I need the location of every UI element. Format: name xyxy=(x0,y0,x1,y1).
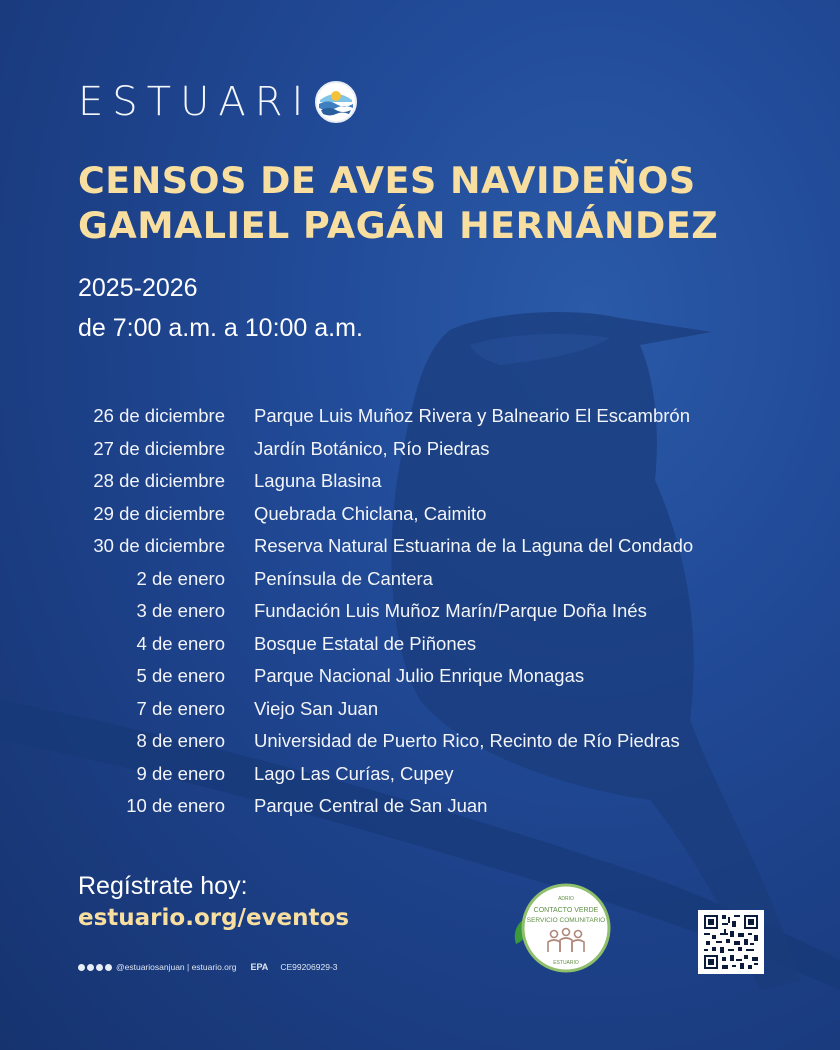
list-item xyxy=(78,530,778,563)
badge-bottom: ESTUARIO xyxy=(553,960,579,966)
footer-code: CE99206929-3 xyxy=(280,962,338,972)
schedule-date: 7 de enero xyxy=(136,697,225,719)
footer-handles: @estuariosanjuan | estuario.org xyxy=(116,962,237,972)
schedule-date: 8 de enero xyxy=(136,730,225,752)
schedule-place: Fundación Luis Muñoz Marín/Parque Doña Inés xyxy=(254,600,647,622)
season-years: 2025-2026 xyxy=(78,274,198,302)
list-item xyxy=(78,790,778,823)
contacto-verde-badge xyxy=(510,882,614,974)
schedule-date: 5 de enero xyxy=(136,665,225,687)
badge-top: ADRIO xyxy=(558,896,574,902)
schedule-date: 3 de enero xyxy=(136,600,225,622)
list-item xyxy=(78,498,778,531)
registration-cta xyxy=(78,870,349,934)
list-item xyxy=(78,563,778,596)
event-season xyxy=(78,268,363,348)
list-item xyxy=(78,725,778,758)
list-item xyxy=(78,400,778,433)
schedule-place: Reserva Natural Estuarina de la Laguna del Condado xyxy=(254,535,694,557)
schedule-place: Quebrada Chiclana, Caimito xyxy=(254,502,487,524)
season-hours: de 7:00 a.m. a 10:00 a.m. xyxy=(78,314,363,342)
qr-code-icon[interactable] xyxy=(698,910,764,974)
estuary-logo-icon xyxy=(314,80,358,124)
schedule-date: 30 de diciembre xyxy=(93,535,225,557)
schedule-place: Bosque Estatal de Piñones xyxy=(254,632,477,654)
list-item xyxy=(78,758,778,791)
list-item xyxy=(78,693,778,726)
epa-logo: EPA xyxy=(250,962,269,972)
title-line-2: GAMALIEL PAGÁN HERNÁNDEZ xyxy=(78,204,719,247)
schedule-date: 2 de enero xyxy=(136,567,225,589)
brand-logo xyxy=(78,78,358,126)
schedule-date: 27 de diciembre xyxy=(93,437,225,459)
brand-name: ESTUARI xyxy=(78,79,313,125)
list-item xyxy=(78,465,778,498)
schedule-list xyxy=(78,400,778,823)
list-item xyxy=(78,660,778,693)
event-title xyxy=(78,158,778,248)
schedule-date: 10 de enero xyxy=(126,795,225,817)
youtube-icon[interactable] xyxy=(105,964,112,971)
schedule-place: Parque Central de San Juan xyxy=(254,795,488,817)
list-item xyxy=(78,433,778,466)
schedule-date: 4 de enero xyxy=(136,632,225,654)
schedule-place: Viejo San Juan xyxy=(254,697,379,719)
cta-label: Regístrate hoy: xyxy=(78,872,248,900)
list-item xyxy=(78,595,778,628)
schedule-place: Península de Cantera xyxy=(254,567,433,589)
schedule-date: 26 de diciembre xyxy=(93,405,225,427)
footer xyxy=(78,960,338,974)
social-icons xyxy=(78,964,112,971)
schedule-date: 9 de enero xyxy=(136,762,225,784)
schedule-place: Lago Las Curías, Cupey xyxy=(254,762,454,784)
schedule-place: Parque Luis Muñoz Rivera y Balneario El Escambrón xyxy=(254,405,690,427)
schedule-place: Jardín Botánico, Río Piedras xyxy=(254,437,490,459)
schedule-date: 29 de diciembre xyxy=(93,502,225,524)
schedule-place: Laguna Blasina xyxy=(254,470,382,492)
registration-link[interactable]: estuario.org/eventos xyxy=(78,905,350,931)
list-item xyxy=(78,628,778,661)
schedule-date: 28 de diciembre xyxy=(93,470,225,492)
badge-line-2: SERVICIO COMUNITARIO xyxy=(526,917,606,924)
badge-line-1: CONTACTO VERDE xyxy=(533,907,599,914)
schedule-place: Universidad de Puerto Rico, Recinto de Río Piedras xyxy=(254,730,680,752)
twitter-icon[interactable] xyxy=(96,964,103,971)
schedule-place: Parque Nacional Julio Enrique Monagas xyxy=(254,665,585,687)
title-line-1: CENSOS DE AVES NAVIDEÑOS xyxy=(78,159,696,202)
instagram-icon[interactable] xyxy=(87,964,94,971)
facebook-icon[interactable] xyxy=(78,964,85,971)
